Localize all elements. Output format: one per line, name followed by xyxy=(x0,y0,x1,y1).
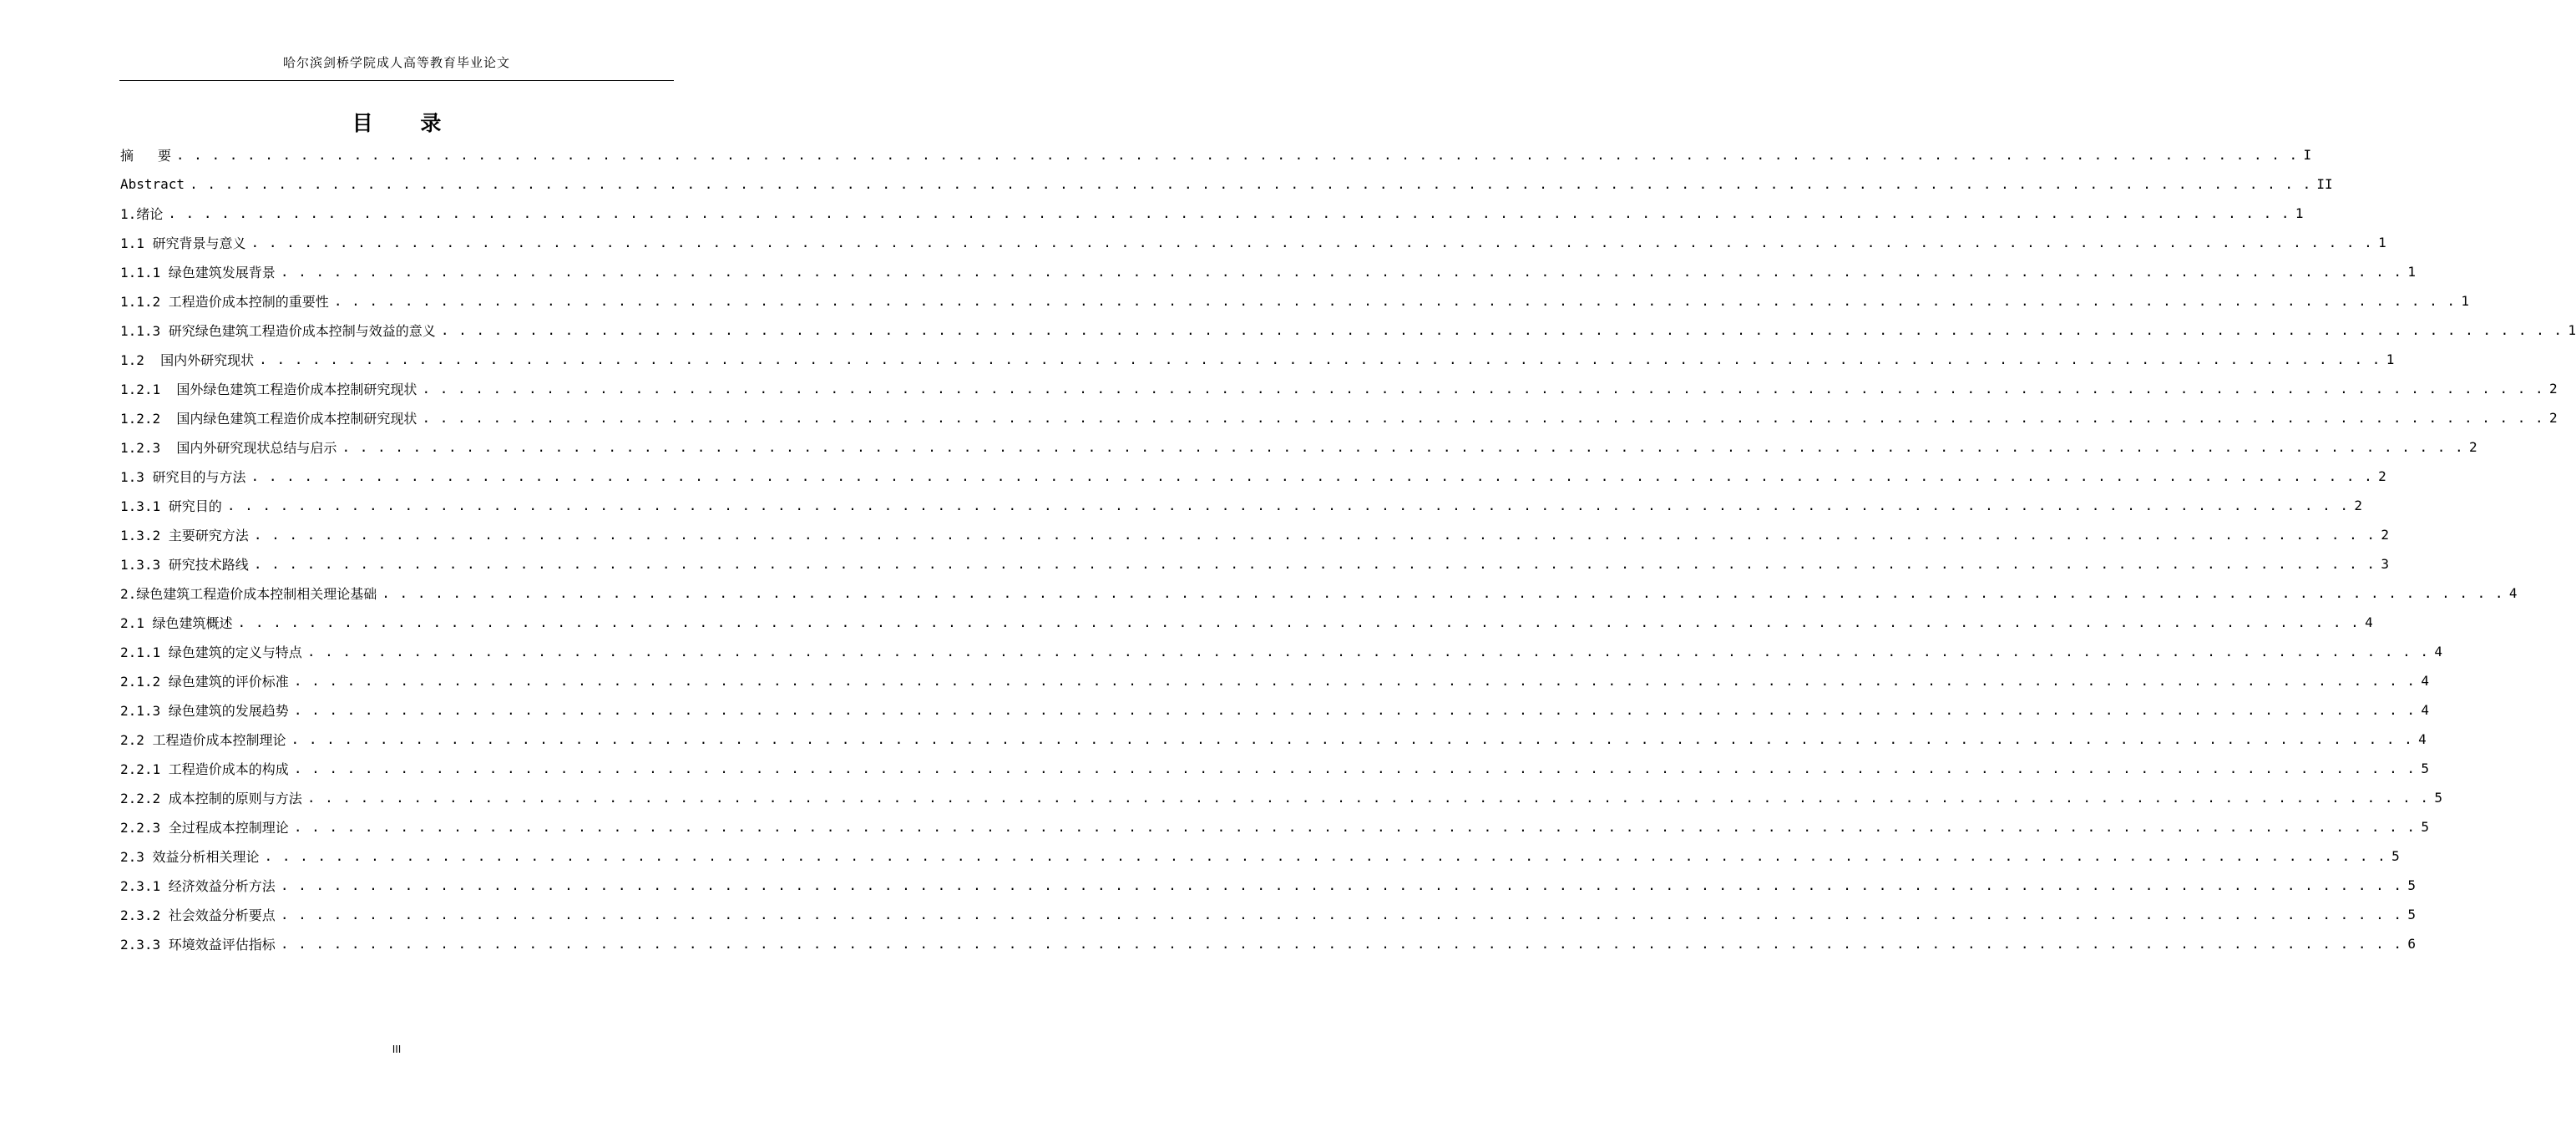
toc-leader-dots: . . . . . . . . . . . . . . . . . . . . . . . . . . . . . . . . . . . . . . . . . . . . . . . . . . . . . . . . . . . . . . . . . . . . . . . . . . . . . . . . . . . . . . . . . . . . . . . . . . . . . . . . . . . . . . . . . . . . . . . . xyxy=(253,556,2376,572)
toc-entry[interactable] xyxy=(120,842,2400,871)
toc-entry-label: Abstract xyxy=(120,176,185,192)
toc-leader-dots: . . . . . . . . . . . . . . . . . . . . . . . . . . . . . . . . . . . . . . . . . . . . . . . . . . . . . . . . . . . . . . . . . . . . . . . . . . . . . . . . . . . . . . . . . . . . . . . . . . . . . . . . . . . . . . . . . . . . . . . . xyxy=(168,205,2290,221)
toc-entry[interactable] xyxy=(120,491,2363,520)
toc-entry[interactable] xyxy=(120,695,2430,725)
toc-leader-dots: . . . . . . . . . . . . . . . . . . . . . . . . . . . . . . . . . . . . . . . . . . . . . . . . . . . . . . . . . . . . . . . . . . . . . . . . . . . . . . . . . . . . . . . . . . . . . . . . . . . . . . . . . . . . . . . . . . . . . . . . xyxy=(280,877,2403,893)
header-rule xyxy=(119,80,674,81)
toc-leader-dots: . . . . . . . . . . . . . . . . . . . . . . . . . . . . . . . . . . . . . . . . . . . . . . . . . . . . . . . . . . . . . . . . . . . . . . . . . . . . . . . . . . . . . . . . . . . . . . . . . . . . . . . . . . . . . . . . . . . . . . . . xyxy=(440,322,2563,338)
toc-entry-page: 4 xyxy=(2365,614,2373,630)
toc-entry[interactable] xyxy=(120,579,2518,608)
toc-entry-label: 2.1.2 绿色建筑的评价标准 xyxy=(120,674,289,690)
toc-entry-page: 1 xyxy=(2386,351,2395,367)
toc-leader-dots: . . . . . . . . . . . . . . . . . . . . . . . . . . . . . . . . . . . . . . . . . . . . . . . . . . . . . . . . . . . . . . . . . . . . . . . . . . . . . . . . . . . . . . . . . . . . . . . . . . . . . . . . . . . . . . . . . . . . . . . . xyxy=(259,351,2381,367)
toc-entry[interactable] xyxy=(120,725,2427,754)
toc-entry[interactable] xyxy=(120,549,2390,579)
toc-entry-label: 2.3.2 社会效益分析要点 xyxy=(120,907,276,923)
toc-entry[interactable] xyxy=(120,871,2417,900)
toc-entry[interactable] xyxy=(120,345,2395,374)
toc-leader-dots: . . . . . . . . . . . . . . . . . . . . . . . . . . . . . . . . . . . . . . . . . . . . . . . . . . . . . . . . . . . . . . . . . . . . . . . . . . . . . . . . . . . . . . . . . . . . . . . . . . . . . . . . . . . . . . . . . . . . . . . . xyxy=(291,731,2413,747)
toc-entry[interactable] xyxy=(120,432,2477,462)
toc-entry-label: 2.2.1 工程造价成本的构成 xyxy=(120,761,289,777)
toc-entry-page: 1 xyxy=(2295,205,2304,221)
toc-entry-label: 1.1.2 工程造价成本控制的重要性 xyxy=(120,294,329,310)
toc-entry-label: 2.3.3 环境效益评估指标 xyxy=(120,937,276,953)
toc-leader-dots: . . . . . . . . . . . . . . . . . . . . . . . . . . . . . . . . . . . . . . . . . . . . . . . . . . . . . . . . . . . . . . . . . . . . . . . . . . . . . . . . . . . . . . . . . . . . . . . . . . . . . . . . . . . . . . . . . . . . . . . . xyxy=(422,410,2544,426)
toc-entry-label: 1.3 研究目的与方法 xyxy=(120,469,246,485)
toc-entry-label: 摘 要 xyxy=(120,148,171,164)
toc-entry-page: 5 xyxy=(2407,877,2417,893)
toc-entry[interactable] xyxy=(120,608,2373,637)
toc-entry-label: 2.2 工程造价成本控制理论 xyxy=(120,732,286,748)
toc-entry-label: 1.2.1 国外绿色建筑工程造价成本控制研究现状 xyxy=(120,382,418,397)
toc-entry[interactable] xyxy=(120,169,2333,199)
toc-leader-dots: . . . . . . . . . . . . . . . . . . . . . . . . . . . . . . . . . . . . . . . . . . . . . . . . . . . . . . . . . . . . . . . . . . . . . . . . . . . . . . . . . . . . . . . . . . . . . . . . . . . . . . . . . . . . . . . . . . . . . . . . xyxy=(422,381,2544,397)
toc-entry[interactable] xyxy=(120,666,2430,695)
toc-leader-dots: . . . . . . . . . . . . . . . . . . . . . . . . . . . . . . . . . . . . . . . . . . . . . . . . . . . . . . . . . . . . . . . . . . . . . . . . . . . . . . . . . . . . . . . . . . . . . . . . . . . . . . . . . . . . . . . . . . . . . . . . xyxy=(342,439,2464,455)
toc-entry-label: 2.绿色建筑工程造价成本控制相关理论基础 xyxy=(120,586,377,602)
toc-entry-page: 1 xyxy=(2461,293,2470,309)
toc-entry-page: 4 xyxy=(2421,673,2430,689)
toc-leader-dots: . . . . . . . . . . . . . . . . . . . . . . . . . . . . . . . . . . . . . . . . . . . . . . . . . . . . . . . . . . . . . . . . . . . . . . . . . . . . . . . . . . . . . . . . . . . . . . . . . . . . . . . . . . . . . . . . . . . . . . . . xyxy=(251,468,2373,484)
toc-entry[interactable] xyxy=(120,316,2576,345)
toc-entry-page: 5 xyxy=(2407,907,2417,922)
toc-entry-page: 4 xyxy=(2508,585,2518,601)
toc-entry[interactable] xyxy=(120,929,2417,958)
toc-leader-dots: . . . . . . . . . . . . . . . . . . . . . . . . . . . . . . . . . . . . . . . . . . . . . . . . . . . . . . . . . . . . . . . . . . . . . . . . . . . . . . . . . . . . . . . . . . . . . . . . . . . . . . . . . . . . . . . . . . . . . . . . xyxy=(306,644,2430,660)
toc-leader-dots: . . . . . . . . . . . . . . . . . . . . . . . . . . . . . . . . . . . . . . . . . . . . . . . . . . . . . . . . . . . . . . . . . . . . . . . . . . . . . . . . . . . . . . . . . . . . . . . . . . . . . . . . . . . . . . . . . . . . . . . . xyxy=(293,761,2417,776)
toc-leader-dots: . . . . . . . . . . . . . . . . . . . . . . . . . . . . . . . . . . . . . . . . . . . . . . . . . . . . . . . . . . . . . . . . . . . . . . . . . . . . . . . . . . . . . . . . . . . . . . . . . . . . . . . . . . . . . . . . . . . . . . . . xyxy=(293,673,2417,689)
page-title: 目 录 xyxy=(352,111,462,135)
toc-entry[interactable] xyxy=(120,403,2558,432)
toc-entry-page: 3 xyxy=(2381,556,2390,572)
toc-entry-label: 1.1.3 研究绿色建筑工程造价成本控制与效益的意义 xyxy=(120,323,436,339)
toc-entry-label: 2.2.2 成本控制的原则与方法 xyxy=(120,791,302,806)
toc-entry-label: 1.2 国内外研究现状 xyxy=(120,352,255,368)
toc-entry-page: 5 xyxy=(2421,819,2430,835)
toc-leader-dots: . . . . . . . . . . . . . . . . . . . . . . . . . . . . . . . . . . . . . . . . . . . . . . . . . . . . . . . . . . . . . . . . . . . . . . . . . . . . . . . . . . . . . . . . . . . . . . . . . . . . . . . . . . . . . . . . . . . . . . . . xyxy=(333,293,2457,309)
toc-entry-page: II xyxy=(2316,176,2333,192)
toc-entry-label: 2.1.3 绿色建筑的发展趋势 xyxy=(120,703,289,719)
toc-leader-dots: . . . . . . . . . . . . . . . . . . . . . . . . . . . . . . . . . . . . . . . . . . . . . . . . . . . . . . . . . . . . . . . . . . . . . . . . . . . . . . . . . . . . . . . . . . . . . . . . . . . . . . . . . . . . . . . . . . . . . . . . xyxy=(175,147,2299,163)
toc-entry-page: 1 xyxy=(2407,264,2417,280)
toc-leader-dots: . . . . . . . . . . . . . . . . . . . . . . . . . . . . . . . . . . . . . . . . . . . . . . . . . . . . . . . . . . . . . . . . . . . . . . . . . . . . . . . . . . . . . . . . . . . . . . . . . . . . . . . . . . . . . . . . . . . . . . . . xyxy=(264,848,2386,864)
toc-leader-dots: . . . . . . . . . . . . . . . . . . . . . . . . . . . . . . . . . . . . . . . . . . . . . . . . . . . . . . . . . . . . . . . . . . . . . . . . . . . . . . . . . . . . . . . . . . . . . . . . . . . . . . . . . . . . . . . . . . . . . . . . xyxy=(280,264,2403,280)
toc-entry[interactable] xyxy=(120,462,2386,491)
toc-entry-page: 4 xyxy=(2418,731,2427,747)
toc-entry-label: 1.3.2 主要研究方法 xyxy=(120,528,249,543)
toc-entry-label: 1.3.3 研究技术路线 xyxy=(120,557,249,573)
toc-entry-page: 2 xyxy=(2354,498,2363,513)
toc-entry-page: 5 xyxy=(2434,790,2443,806)
toc-entry-label: 2.3.1 经济效益分析方法 xyxy=(120,878,276,894)
toc-entry-label: 1.1.1 绿色建筑发展背景 xyxy=(120,265,276,280)
toc-leader-dots: . . . . . . . . . . . . . . . . . . . . . . . . . . . . . . . . . . . . . . . . . . . . . . . . . . . . . . . . . . . . . . . . . . . . . . . . . . . . . . . . . . . . . . . . . . . . . . . . . . . . . . . . . . . . . . . . . . . . . . . . xyxy=(306,790,2430,806)
toc-entry-page: 4 xyxy=(2434,644,2443,660)
toc-entry[interactable] xyxy=(120,900,2417,929)
toc-entry[interactable] xyxy=(120,286,2470,316)
toc-leader-dots: . . . . . . . . . . . . . . . . . . . . . . . . . . . . . . . . . . . . . . . . . . . . . . . . . . . . . . . . . . . . . . . . . . . . . . . . . . . . . . . . . . . . . . . . . . . . . . . . . . . . . . . . . . . . . . . . . . . . . . . . xyxy=(293,702,2417,718)
toc-entry-label: 2.1 绿色建筑概述 xyxy=(120,615,233,631)
toc-entry-label: 1.2.3 国内外研究现状总结与启示 xyxy=(120,440,337,456)
toc-entry[interactable] xyxy=(120,520,2390,549)
toc-leader-dots: . . . . . . . . . . . . . . . . . . . . . . . . . . . . . . . . . . . . . . . . . . . . . . . . . . . . . . . . . . . . . . . . . . . . . . . . . . . . . . . . . . . . . . . . . . . . . . . . . . . . . . . . . . . . . . . . . . . . . . . . xyxy=(382,585,2504,601)
toc-leader-dots: . . . . . . . . . . . . . . . . . . . . . . . . . . . . . . . . . . . . . . . . . . . . . . . . . . . . . . . . . . . . . . . . . . . . . . . . . . . . . . . . . . . . . . . . . . . . . . . . . . . . . . . . . . . . . . . . . . . . . . . . xyxy=(253,527,2376,543)
toc-leader-dots: . . . . . . . . . . . . . . . . . . . . . . . . . . . . . . . . . . . . . . . . . . . . . . . . . . . . . . . . . . . . . . . . . . . . . . . . . . . . . . . . . . . . . . . . . . . . . . . . . . . . . . . . . . . . . . . . . . . . . . . . xyxy=(251,235,2373,250)
toc-leader-dots: . . . . . . . . . . . . . . . . . . . . . . . . . . . . . . . . . . . . . . . . . . . . . . . . . . . . . . . . . . . . . . . . . . . . . . . . . . . . . . . . . . . . . . . . . . . . . . . . . . . . . . . . . . . . . . . . . . . . . . . . xyxy=(293,819,2417,835)
toc-entry-page: 6 xyxy=(2407,936,2417,952)
toc-entry-page: 1 xyxy=(2378,235,2386,250)
toc-entry-label: 2.1.1 绿色建筑的定义与特点 xyxy=(120,644,302,660)
toc-entry-label: 1.3.1 研究目的 xyxy=(120,498,222,514)
toc-leader-dots: . . . . . . . . . . . . . . . . . . . . . . . . . . . . . . . . . . . . . . . . . . . . . . . . . . . . . . . . . . . . . . . . . . . . . . . . . . . . . . . . . . . . . . . . . . . . . . . . . . . . . . . . . . . . . . . . . . . . . . . . xyxy=(280,907,2403,922)
toc-entry-page: 2 xyxy=(2549,381,2558,397)
toc-leader-dots: . . . . . . . . . . . . . . . . . . . . . . . . . . . . . . . . . . . . . . . . . . . . . . . . . . . . . . . . . . . . . . . . . . . . . . . . . . . . . . . . . . . . . . . . . . . . . . . . . . . . . . . . . . . . . . . . . . . . . . . . xyxy=(226,498,2350,513)
toc-entry-page: 4 xyxy=(2421,702,2430,718)
toc-entry-page: 2 xyxy=(2381,527,2390,543)
toc-entry-page: 2 xyxy=(2549,410,2558,426)
toc-entry[interactable] xyxy=(120,374,2558,403)
toc-entry[interactable] xyxy=(120,783,2443,812)
running-header: 哈尔滨剑桥学院成人高等教育毕业论文 xyxy=(282,55,510,70)
toc-leader-dots: . . . . . . . . . . . . . . . . . . . . . . . . . . . . . . . . . . . . . . . . . . . . . . . . . . . . . . . . . . . . . . . . . . . . . . . . . . . . . . . . . . . . . . . . . . . . . . . . . . . . . . . . . . . . . . . . . . . . . . . . xyxy=(190,176,2312,192)
toc-entry[interactable] xyxy=(120,754,2430,783)
toc-leader-dots: . . . . . . . . . . . . . . . . . . . . . . . . . . . . . . . . . . . . . . . . . . . . . . . . . . . . . . . . . . . . . . . . . . . . . . . . . . . . . . . . . . . . . . . . . . . . . . . . . . . . . . . . . . . . . . . . . . . . . . . . xyxy=(280,936,2403,952)
toc-entry[interactable] xyxy=(120,637,2443,666)
toc-entry-label: 1.2.2 国内绿色建筑工程造价成本控制研究现状 xyxy=(120,411,418,427)
toc-entry-label: 2.2.3 全过程成本控制理论 xyxy=(120,820,289,836)
toc-entry-page: 2 xyxy=(2469,439,2477,455)
page-number: III xyxy=(392,1044,402,1055)
toc-entry[interactable] xyxy=(120,228,2386,257)
toc-entry[interactable] xyxy=(120,257,2417,286)
toc-entry-label: 1.1 研究背景与意义 xyxy=(120,235,246,251)
toc-entry-page: 2 xyxy=(2378,468,2386,484)
toc-leader-dots: . . . . . . . . . . . . . . . . . . . . . . . . . . . . . . . . . . . . . . . . . . . . . . . . . . . . . . . . . . . . . . . . . . . . . . . . . . . . . . . . . . . . . . . . . . . . . . . . . . . . . . . . . . . . . . . . . . . . . . . . xyxy=(237,614,2360,630)
toc-entry[interactable] xyxy=(120,199,2304,228)
toc-entry[interactable] xyxy=(120,812,2430,842)
toc-entry-page: I xyxy=(2303,147,2312,163)
toc-entry-page: 1 xyxy=(2568,322,2576,338)
toc-entry-page: 5 xyxy=(2391,848,2400,864)
toc-entry[interactable] xyxy=(120,140,2312,169)
toc-entry-page: 5 xyxy=(2421,761,2430,776)
table-of-contents xyxy=(120,140,2576,958)
toc-entry-label: 1.绪论 xyxy=(120,206,164,222)
toc-entry-label: 2.3 效益分析相关理论 xyxy=(120,849,260,865)
